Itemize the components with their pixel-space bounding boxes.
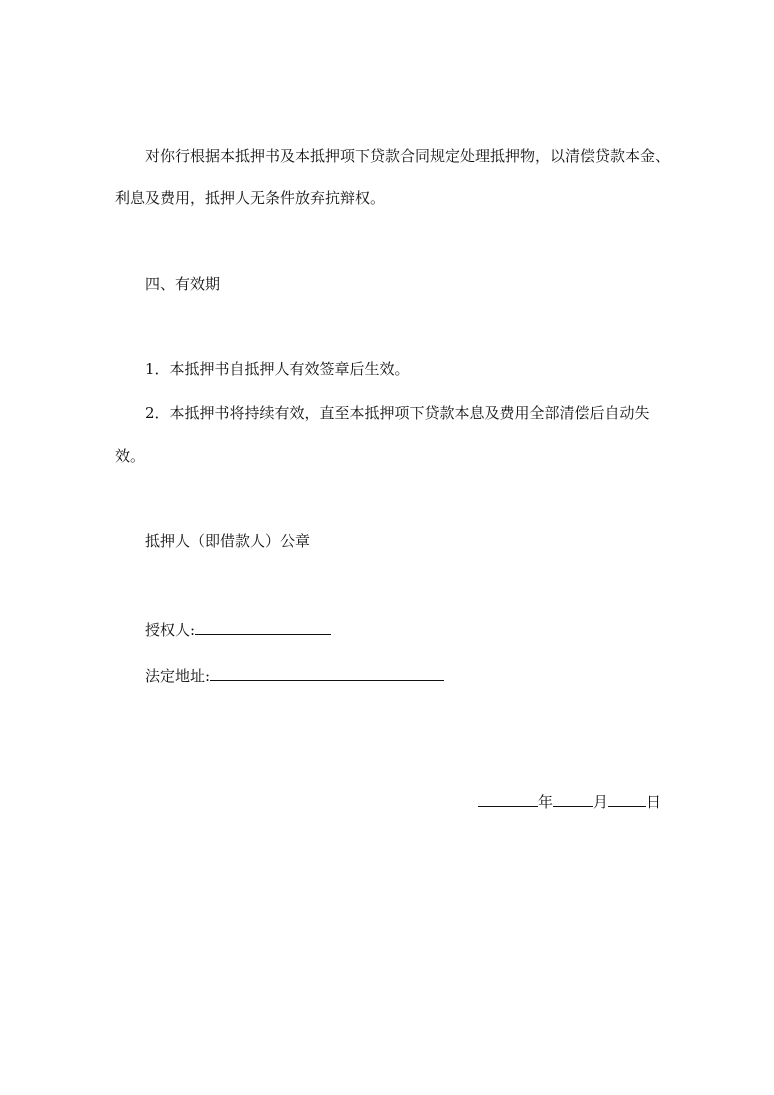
month-label: 月 bbox=[593, 793, 609, 811]
legal-address-row bbox=[145, 664, 444, 686]
validity-item-2-line-1: 2．本抵押书将持续有效，直至本抵押项下贷款本息及费用全部清偿后自动失 bbox=[145, 404, 650, 422]
validity-item-1: 1．本抵押书自抵押人有效签章后生效。 bbox=[145, 360, 410, 378]
validity-item-2-line-2: 效。 bbox=[115, 447, 146, 465]
paragraph-line-1: 对你行根据本抵押书及本抵押项下贷款合同规定处理抵押物，以清偿贷款本金、 bbox=[145, 147, 671, 165]
date-row bbox=[478, 790, 661, 812]
day-blank bbox=[608, 790, 646, 807]
day-label: 日 bbox=[646, 793, 662, 811]
legal-address-label: 法定地址: bbox=[145, 667, 211, 685]
paragraph-line-2: 利息及费用，抵押人无条件放弃抗辩权。 bbox=[115, 189, 386, 207]
legal-address-blank bbox=[210, 664, 444, 681]
year-label: 年 bbox=[538, 793, 554, 811]
month-blank bbox=[553, 790, 593, 807]
mortgagor-seal-label: 抵押人（即借款人）公章 bbox=[145, 532, 311, 550]
authorized-person-row bbox=[145, 618, 331, 640]
year-blank bbox=[478, 790, 538, 807]
authorized-person-label: 授权人: bbox=[145, 621, 196, 639]
section-heading-validity: 四、有效期 bbox=[145, 275, 221, 293]
authorized-person-blank bbox=[195, 618, 331, 635]
